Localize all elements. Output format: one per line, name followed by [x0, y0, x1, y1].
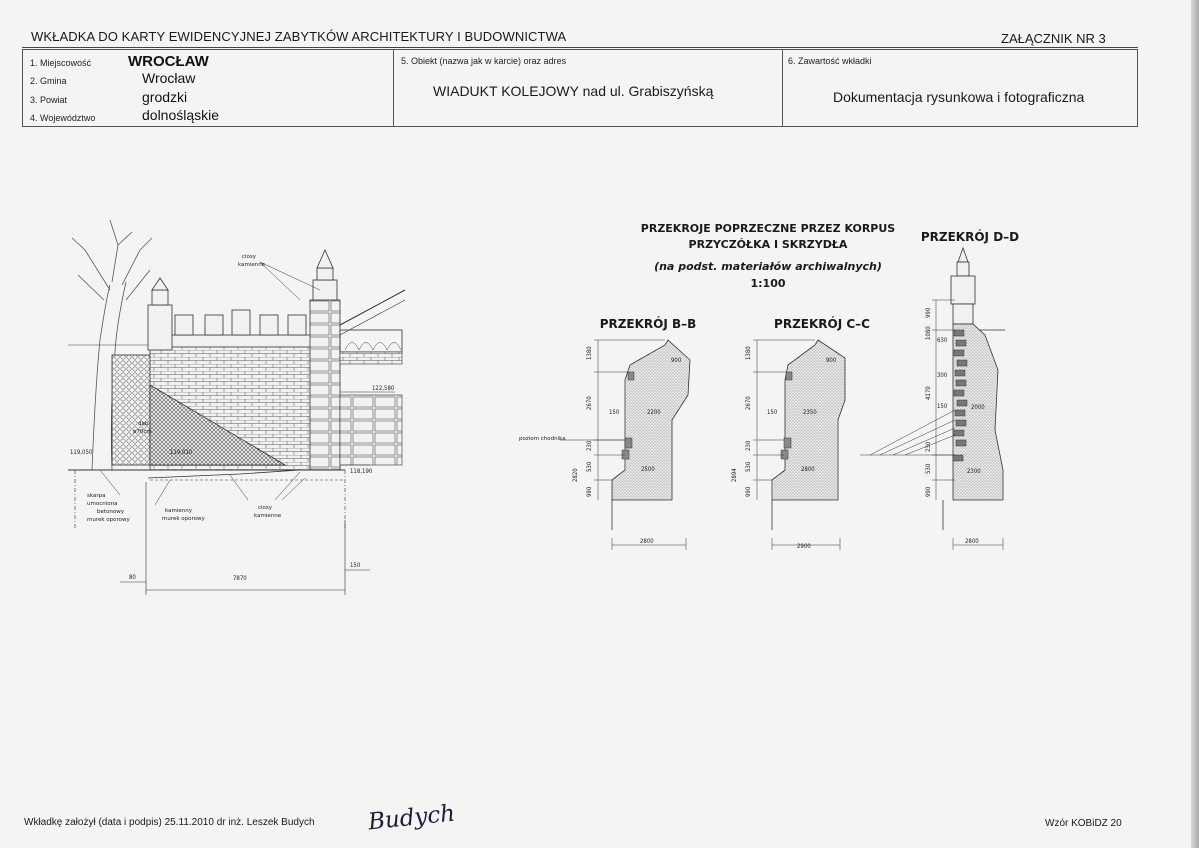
bb-dim-900: 900	[671, 357, 682, 364]
label-betonowy: betonowy	[97, 509, 125, 515]
section-cc	[731, 316, 870, 550]
cc-dim-900: 900	[826, 357, 837, 364]
sections-scale: 1:100	[750, 277, 786, 290]
level-top: 122,580	[372, 385, 395, 392]
section-dd-label: PRZEKRÓJ D–D	[920, 230, 1020, 244]
miejscowosc-label: 1. Miejscowość	[30, 58, 92, 68]
section-bb-label: PRZEKRÓJ B–B	[599, 317, 697, 331]
dim-80: 80	[129, 574, 136, 581]
miejscowosc-value: WROCŁAW	[128, 53, 209, 70]
bb-dim-150: 150	[609, 409, 620, 416]
label-skarpa: skarpa	[87, 493, 106, 499]
sections-title-block	[641, 222, 896, 290]
dim-150: 150	[350, 562, 361, 569]
dim-7870: 7870	[233, 575, 247, 582]
obiekt-value: WIADUKT KOLEJOWY nad ul. Grabiszyńską	[433, 83, 714, 99]
section-dd	[860, 229, 1019, 550]
label-murek-oporowy-1: murek oporowy	[87, 517, 130, 523]
dd-dim-230: 230	[925, 441, 932, 452]
footer-form-code: Wzór KOBiDZ 20	[1045, 818, 1122, 829]
bb-dim-2800: 2800	[640, 538, 654, 545]
signature: Budych	[366, 800, 457, 836]
bb-dim-1380: 1380	[586, 346, 593, 360]
dd-dim-630: 630	[937, 337, 948, 344]
sections-title-1: PRZEKROJE POPRZECZNE PRZEZ KORPUS	[640, 222, 896, 235]
label-dab: dąb	[138, 421, 149, 427]
cc-dim-230: 230	[745, 440, 752, 451]
label-kamienne-top: kamienne	[238, 262, 266, 268]
label-ciosy-top: ciosy	[242, 254, 257, 260]
label-umocniona: umocniona	[87, 501, 118, 507]
scan-edge	[1191, 0, 1199, 848]
document-title: WKŁADKA DO KARTY EWIDENCYJNEJ ZABYTKÓW ARCHITEKTURY I BUDOWNICTWA	[31, 29, 567, 44]
powiat-label: 3. Powiat	[30, 95, 68, 105]
dd-dim-2300: 2300	[967, 468, 981, 475]
annex-number: ZAŁĄCZNIK NR 3	[1001, 31, 1106, 46]
dd-dim-2800: 2800	[965, 538, 979, 545]
label-kamienne-bottom: kamienne	[254, 513, 282, 519]
dd-dim-1080: 1080	[925, 326, 932, 340]
level-mid: 119,010	[170, 449, 193, 456]
label-ciosy-bottom: ciosy	[258, 505, 273, 511]
dd-dim-990b: 990	[925, 486, 932, 497]
bb-dim-990: 990	[586, 486, 593, 497]
viaduct-elevation	[68, 220, 405, 595]
wojewodztwo-value: dolnośląskie	[142, 107, 220, 123]
dd-dim-4170: 4170	[925, 386, 932, 400]
cc-dim-2900: 2900	[797, 543, 811, 550]
zawartosc-value: Dokumentacja rysunkowa i fotograficzna	[833, 89, 1085, 105]
bb-note-poziom-chodnika: poziom chodnika	[519, 436, 566, 442]
sections-title-2: PRZYCZÓŁKA I SKRZYDŁA	[688, 238, 848, 251]
dd-dim-990: 990	[925, 307, 932, 318]
cc-dim-2800: 2800	[801, 466, 815, 473]
wojewodztwo-label: 4. Województwo	[30, 113, 96, 123]
label-kamienny: kamienny	[165, 508, 192, 514]
bb-dim-2200: 2200	[647, 409, 661, 416]
gmina-label: 2. Gmina	[30, 76, 67, 86]
bb-dim-2670: 2670	[586, 396, 593, 410]
dd-dim-530: 530	[925, 463, 932, 474]
cc-dim-2894: 2894	[731, 468, 738, 482]
section-bb	[519, 316, 696, 550]
level-left: 119,050	[70, 449, 93, 456]
label-murek-oporowy-2: murek oporowy	[162, 516, 205, 522]
zawartosc-label: 6. Zawartość wkładki	[788, 56, 872, 66]
footer-author: Wkładkę założył (data i podpis) 25.11.2010 dr inż. Leszek Budych	[24, 817, 315, 828]
level-right: 118,190	[350, 468, 373, 475]
cc-dim-2350: 2350	[803, 409, 817, 416]
cc-dim-2670: 2670	[745, 396, 752, 410]
powiat-value: grodzki	[142, 89, 188, 105]
cc-dim-530: 530	[745, 461, 752, 472]
bb-dim-2820: 2820	[572, 468, 579, 482]
sections-title-3: (na podst. materiałów archiwalnych)	[654, 260, 882, 273]
obiekt-label: 5. Obiekt (nazwa jak w karcie) oraz adres	[401, 56, 567, 66]
bb-dim-530: 530	[586, 461, 593, 472]
dd-dim-150: 150	[937, 403, 948, 410]
gmina-value: Wrocław	[142, 70, 196, 86]
label-dab-diameter: ø70cm	[133, 429, 152, 435]
cc-dim-990: 990	[745, 486, 752, 497]
bb-dim-2500: 2500	[641, 466, 655, 473]
dd-dim-2000: 2000	[971, 404, 985, 411]
dd-dim-300: 300	[937, 372, 948, 379]
section-cc-label: PRZEKRÓJ C–C	[774, 317, 870, 331]
bb-dim-230: 230	[586, 440, 593, 451]
cc-dim-1380: 1380	[745, 346, 752, 360]
cc-dim-150: 150	[767, 409, 778, 416]
